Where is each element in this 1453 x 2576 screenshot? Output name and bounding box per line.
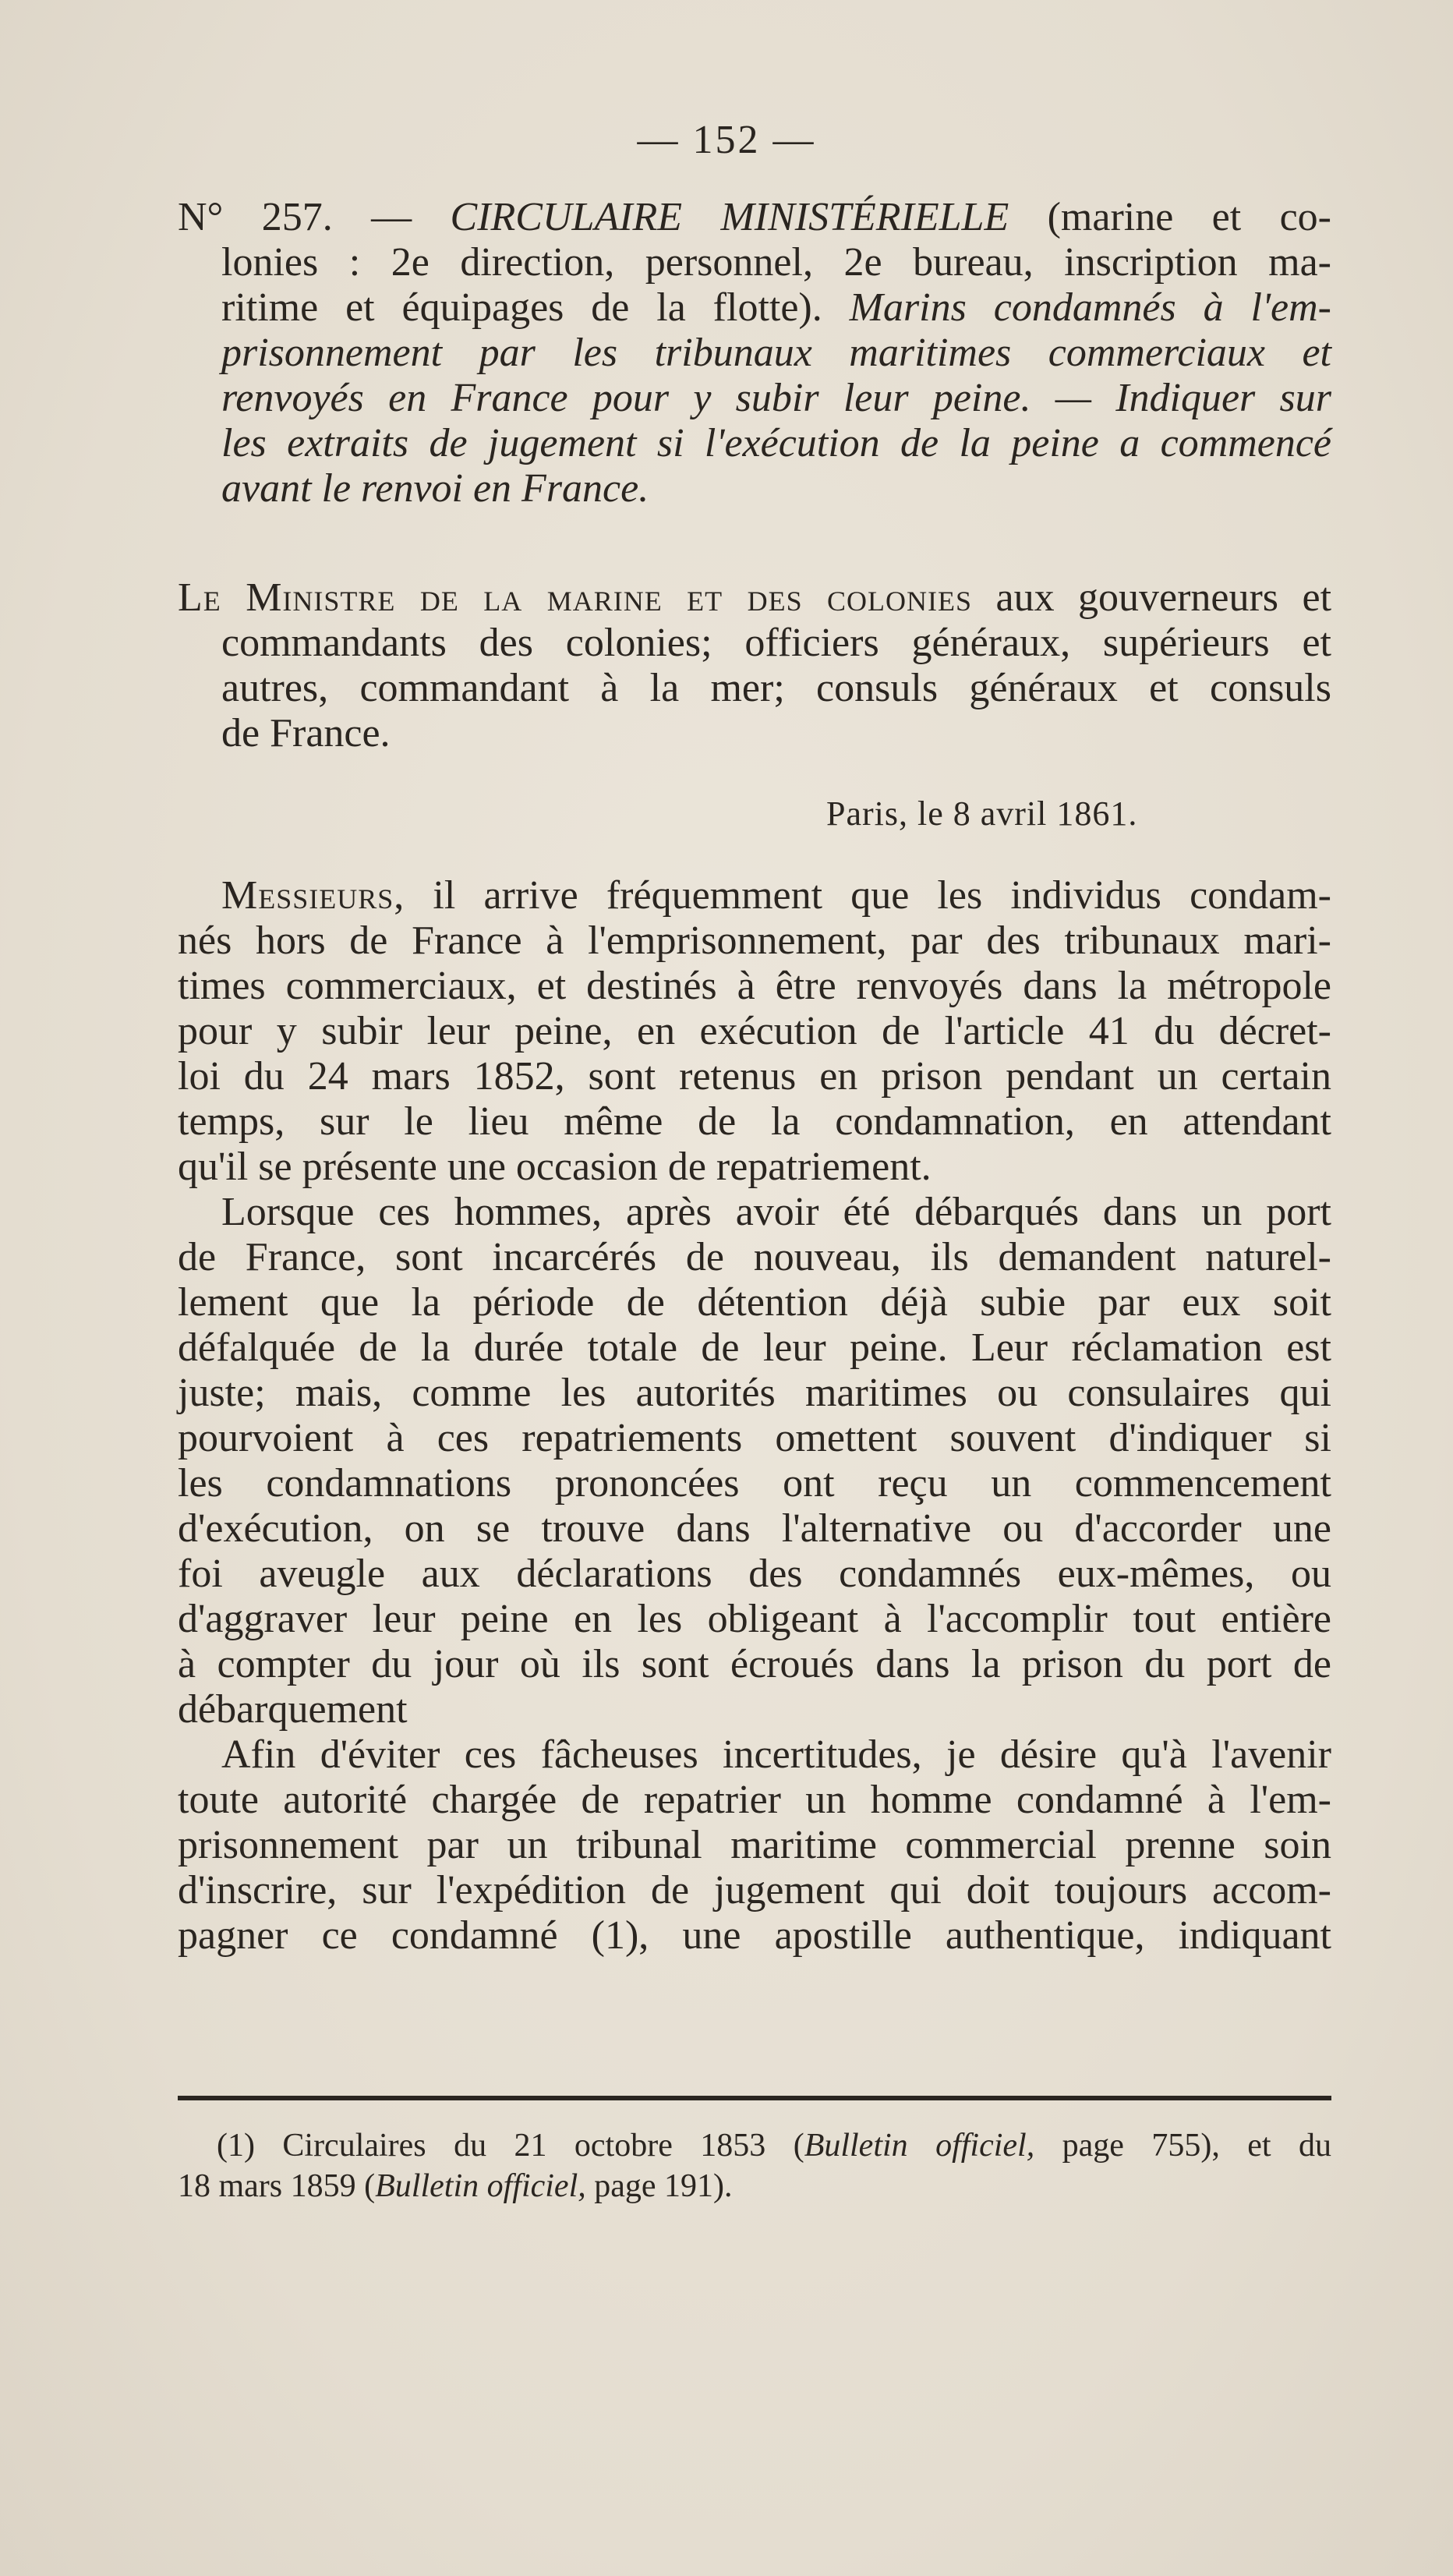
body-line: pourvoient à ces repatriements omettent souvent d'indiquer si — [178, 1416, 1331, 1460]
minister-name: Le Ministre de la marine et des colonies — [178, 575, 973, 620]
address-line: de France. — [221, 711, 391, 755]
footnote-line: 18 mars 1859 (Bulletin officiel, page 191). — [178, 2168, 733, 2204]
body-line: défalquée de la durée totale de leur peine. Leur réclamation est — [178, 1325, 1331, 1370]
heading-line: ritime et équipages de la flotte). Marins condamnés à l'em- — [221, 285, 1331, 330]
body-line: juste; mais, comme les autorités maritimes ou consulaires qui — [178, 1371, 1331, 1415]
letter-body — [178, 873, 1331, 1959]
body-line: débarquement — [178, 1687, 408, 1732]
address-line: autres, commandant à la mer; consuls généraux et consuls — [221, 666, 1331, 710]
heading-line: renvoyés en France pour y subir leur peine. — Indiquer sur — [221, 376, 1331, 420]
body-line: de France, sont incarcérés de nouveau, ils demandent naturel- — [178, 1235, 1331, 1279]
body-line: prisonnement par un tribunal maritime commercial prenne soin — [178, 1823, 1331, 1867]
address-block — [178, 575, 1331, 756]
body-line: d'aggraver leur peine en les obligeant à l'accomplir tout entière — [178, 1597, 1331, 1641]
body-line: times commerciaux, et destinés à être renvoyés dans la métropole — [178, 964, 1331, 1008]
body-line: lement que la période de détention déjà subie par eux soit — [178, 1280, 1331, 1325]
dateline: Paris, le 8 avril 1861. — [826, 794, 1138, 833]
circular-number: N° 257. — [178, 195, 333, 239]
body-line: toute autorité chargée de repatrier un homme condamné à l'em- — [178, 1778, 1331, 1822]
body-line: pour y subir leur peine, en exécution de l'article 41 du décret- — [178, 1009, 1331, 1053]
heading-line: prisonnement par les tribunaux maritimes commerciaux et — [221, 331, 1331, 375]
page-number: — 152 — — [637, 118, 816, 162]
body-line: Lorsque ces hommes, après avoir été débarqués dans un port — [221, 1190, 1331, 1234]
circular-heading — [178, 195, 1331, 511]
body-line: foi aveugle aux déclarations des condamnés eux-mêmes, ou — [178, 1552, 1331, 1596]
body-line: temps, sur le lieu même de la condamnation, en attendant — [178, 1099, 1331, 1144]
footnote — [178, 2125, 1331, 2206]
heading-line: N° 257. — CIRCULAIRE MINISTÉRIELLE (marine et co- — [178, 195, 1331, 239]
footnote-rule — [178, 2096, 1331, 2100]
body-line: les condamnations prononcées ont reçu un commencement — [178, 1461, 1331, 1506]
salutation: Messieurs, — [221, 873, 405, 918]
body-line: loi du 24 mars 1852, sont retenus en prison pendant un certain — [178, 1054, 1331, 1099]
body-line: qu'il se présente une occasion de repatriement. — [178, 1145, 932, 1189]
body-line: d'exécution, on se trouve dans l'alternative ou d'accorder une — [178, 1506, 1331, 1551]
address-line: commandants des colonies; officiers généraux, supérieurs et — [221, 621, 1331, 665]
heading-line: les extraits de jugement si l'exécution de la peine a commencé — [221, 421, 1331, 465]
heading-line: lonies : 2e direction, personnel, 2e bureau, inscription ma- — [221, 240, 1331, 285]
body-line: d'inscrire, sur l'expédition de jugement qui doit toujours accom- — [178, 1868, 1331, 1913]
body-line: nés hors de France à l'emprisonnement, par des tribunaux mari- — [178, 918, 1331, 963]
heading-line: avant le renvoi en France. — [221, 466, 649, 511]
address-line: Le Ministre de la marine et des colonies aux gouverneurs et — [178, 575, 1332, 620]
body-line: Afin d'éviter ces fâcheuses incertitudes, je désire qu'à l'avenir — [221, 1732, 1331, 1777]
body-line: Messieurs, il arrive fréquemment que les individus condam- — [221, 873, 1331, 918]
footnote-line: (1) Circulaires du 21 octobre 1853 (Bulletin officiel, page 755), et du — [217, 2128, 1331, 2164]
body-line: pagner ce condamné (1), une apostille authentique, indiquant — [178, 1913, 1331, 1958]
body-line: à compter du jour où ils sont écroués dans la prison du port de — [178, 1642, 1331, 1686]
circular-title: CIRCULAIRE MINISTÉRIELLE — [450, 195, 1009, 239]
